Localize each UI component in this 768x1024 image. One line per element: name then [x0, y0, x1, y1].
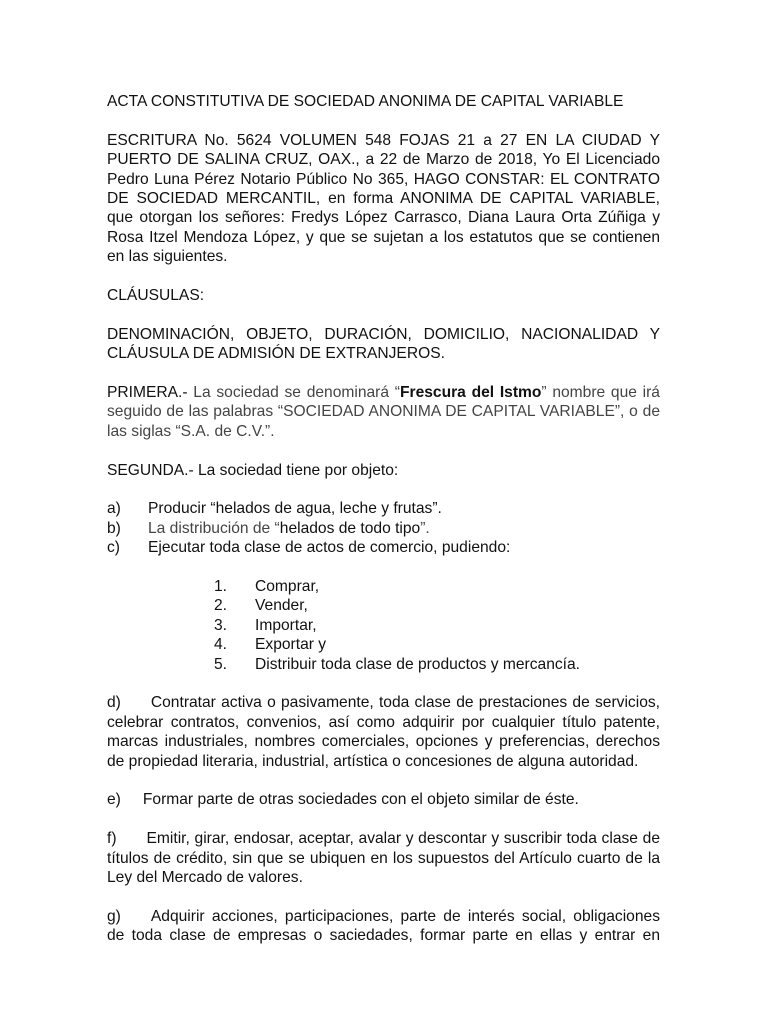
company-name: Frescura del Istmo	[399, 384, 542, 402]
item-f-text: Emitir, girar, endosar, aceptar, avalar y descontar y suscribir toda clase de títulos de crédito, sin que se ubiquen en los supuestos del Artículo cuarto de la Ley del Mercado de valores.	[107, 830, 660, 887]
item-f-mark: f)	[107, 830, 117, 848]
numbered-list	[107, 577, 660, 674]
numbered-item-mark: 3.	[214, 616, 228, 634]
numbered-item	[214, 577, 660, 596]
list-item-text: Producir “helados de agua, leche y frutas”.	[148, 500, 442, 518]
item-d-mark: d)	[107, 694, 121, 712]
numbered-item-text: Exportar y	[255, 636, 327, 654]
numbered-item-mark: 1.	[214, 578, 228, 596]
numbered-item-mark: 2.	[214, 597, 228, 615]
numbered-item-text: Vender,	[255, 597, 308, 615]
list-item-text: Ejecutar toda clase de actos de comercio, pudiendo:	[148, 539, 511, 557]
item-d-text: Contratar activa o pasivamente, toda clase de prestaciones de servicios, celebrar contratos, convenios, así como adquirir por cualquier título patente, marcas industriales, nombres comerciales, opciones y preferencias, derechos de propiedad literaria, industrial, artística o concesiones de alguna autoridad.	[107, 694, 660, 770]
section-heading: DENOMINACIÓN, OBJETO, DURACIÓN, DOMICILIO, NACIONALIDAD Y CLÁUSULA DE ADMISIÓN DE EXTRANJEROS.	[107, 325, 660, 363]
numbered-item	[214, 616, 660, 635]
clause-item-d	[107, 693, 660, 771]
list-item-mark: b)	[107, 519, 121, 537]
clausulas-heading: CLÁUSULAS:	[107, 287, 205, 305]
numbered-item-mark: 5.	[214, 655, 228, 673]
numbered-item-text: Distribuir toda clase de productos y mercancía.	[255, 655, 581, 673]
numbered-item	[214, 655, 660, 674]
clause-item-g	[107, 907, 660, 946]
list-item-mark: a)	[107, 500, 121, 518]
numbered-item-text: Comprar,	[255, 578, 320, 596]
list-item-mark: c)	[107, 539, 120, 557]
document-title: ACTA CONSTITUTIVA DE SOCIEDAD ANONIMA DE CAPITAL VARIABLE	[107, 93, 624, 110]
list-item	[107, 538, 660, 557]
object-list	[107, 499, 660, 557]
item-g-mark: g)	[107, 907, 121, 925]
list-item	[107, 519, 660, 538]
escritura-paragraph: ESCRITURA No. 5624 VOLUMEN 548 FOJAS 21 a 27 EN LA CIUDAD Y PUERTO DE SALINA CRUZ, OAX., a 22 de Marzo de 2018, Yo El Licenciado Pedro Luna Pérez Notario Público No 365, HAGO CONSTAR: EL CONTRATO DE SOCIEDAD MERCANTIL, en forma ANONIMA DE CAPITAL VARIABLE, que otorgan los señores: Fredys López Carrasco, Diana Laura Orta Zúñiga y Rosa Itzel Mendoza López, y que se sujetan a los estatutos que se contienen en las siguientes.	[107, 131, 660, 266]
numbered-item-mark: 4.	[214, 636, 228, 654]
primera-text-before: La sociedad se denominará “	[187, 384, 400, 402]
list-item-text: La distribución de “helados de todo tipo”.	[148, 519, 430, 537]
document-page	[107, 92, 660, 965]
numbered-item-text: Importar,	[255, 616, 317, 634]
clause-segunda: SEGUNDA.- La sociedad tiene por objeto:	[107, 461, 399, 479]
numbered-item	[214, 635, 660, 654]
primera-lead: PRIMERA.-	[107, 384, 188, 402]
item-g-text: Adquirir acciones, participaciones, parte de interés social, obligaciones de toda clase de empresas o saciedades, formar parte en ellas y entrar en	[107, 907, 660, 945]
numbered-item	[214, 596, 660, 615]
clause-item-e	[107, 790, 660, 809]
clause-primera	[107, 383, 660, 441]
list-item	[107, 499, 660, 518]
clause-item-f	[107, 829, 660, 887]
item-e-text: Formar parte de otras sociedades con el objeto similar de éste.	[142, 791, 579, 809]
primera-text-after: ” nombre que irá seguido de las palabras “SOCIEDAD ANONIMA DE CAPITAL VARIABLE”, o de las siglas “S.A. de C.V.”.	[107, 384, 660, 440]
item-e-mark: e)	[107, 791, 121, 809]
